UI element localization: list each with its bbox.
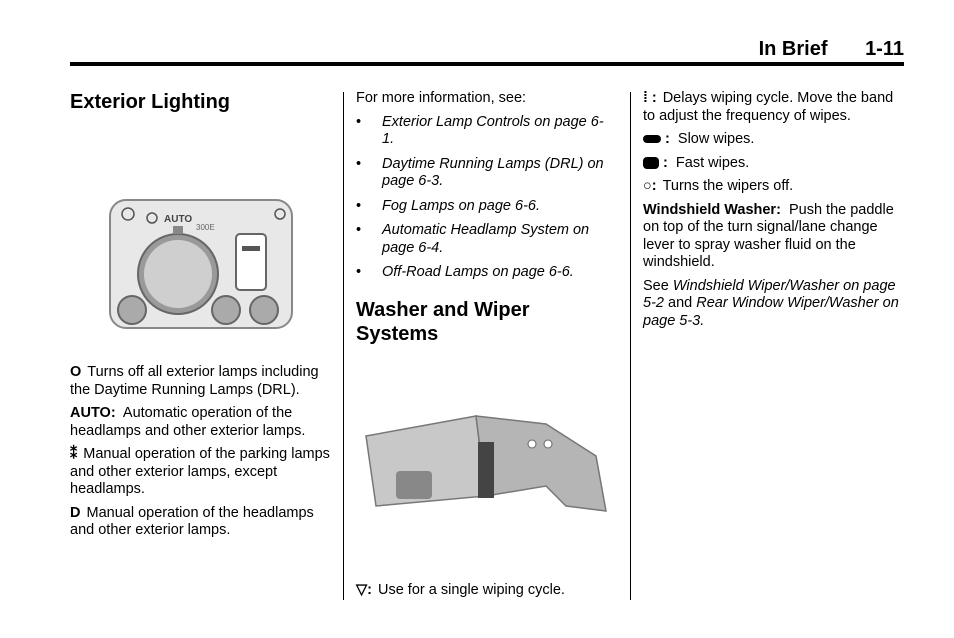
column-exterior-lighting xyxy=(70,90,332,546)
parking-lamps-description: ⁑ Manual operation of the parking lamps and other exterior lamps, except headlamps. xyxy=(70,446,330,497)
delay-icon: ⁞ : xyxy=(643,90,657,106)
section-title: In Brief xyxy=(758,38,828,60)
reference-item[interactable]: • Daytime Running Lamps (DRL) on page 6-3. xyxy=(356,156,614,191)
mode-label: 300E xyxy=(196,223,215,232)
headlamp-icon: D xyxy=(70,504,81,521)
column-references xyxy=(356,90,614,605)
references-intro: For more information, see: xyxy=(356,90,527,106)
reference-item[interactable]: • Fog Lamps on page 6-6. xyxy=(356,198,614,216)
slow-wipe-icon xyxy=(643,135,661,143)
see-reference-2[interactable]: Rear Window Wiper/Washer on page 5-3. xyxy=(643,295,899,329)
washer-term: Windshield Washer: xyxy=(643,201,781,218)
delay-description: ⁞ : Delays wiping cycle. Move the band to adjust the frequency of wipes. xyxy=(643,90,894,124)
mist-description: ▽: Use for a single wiping cycle. xyxy=(356,581,565,598)
mist-icon: ▽: xyxy=(356,581,372,598)
wiper-off-icon: ○: xyxy=(643,178,657,194)
heading-exterior-lighting: Exterior Lighting xyxy=(70,91,230,113)
washer-description: Windshield Washer: Push the paddle on top of the turn signal/lane change lever to spray washer fluid on the windshield. xyxy=(643,201,894,270)
auto-description: AUTO: Automatic operation of the headlamps and other exterior lamps. xyxy=(70,405,306,439)
reference-item[interactable]: • Off-Road Lamps on page 6-6. xyxy=(356,264,614,282)
reference-list xyxy=(356,114,614,282)
heading-washer-wiper: Washer and Wiper Systems xyxy=(356,298,530,345)
parking-lamp-icon: ⁑ xyxy=(70,446,78,462)
wiper-lever-illustration xyxy=(356,346,614,576)
slow-description: : Slow wipes. xyxy=(643,131,905,149)
reference-item[interactable]: • Automatic Headlamp System on page 6-4. xyxy=(356,222,614,257)
headlamp-switch-illustration xyxy=(70,114,332,350)
auto-term: AUTO: xyxy=(70,405,116,421)
reference-item[interactable]: • Exterior Lamp Controls on page 6-1. xyxy=(356,114,614,149)
column-divider xyxy=(343,92,344,600)
auto-label: AUTO xyxy=(164,214,193,225)
column-divider xyxy=(630,92,631,600)
off-icon: O xyxy=(70,364,82,380)
wiper-off-description: ○: Turns the wipers off. xyxy=(643,178,794,194)
headlamps-description: D Manual operation of the headlamps and other exterior lamps. xyxy=(70,504,314,538)
fast-wipe-icon xyxy=(643,157,659,169)
header-rule xyxy=(70,62,904,66)
see-also: See Windshield Wiper/Washer on page 5-2 and Rear Window Wiper/Washer on page 5-3. xyxy=(643,277,899,329)
fast-description: : Fast wipes. xyxy=(643,155,905,173)
see-reference-1[interactable]: Windshield Wiper/Washer on page 5-2 xyxy=(643,277,896,311)
column-wiper-controls xyxy=(643,90,905,336)
wiper-lever-figure xyxy=(356,346,614,576)
page-number: 1-11 xyxy=(865,38,904,60)
headlamp-panel-figure xyxy=(70,114,332,350)
off-description: O Turns off all exterior lamps including the Daytime Running Lamps (DRL). xyxy=(70,364,319,398)
page-header xyxy=(759,38,904,61)
